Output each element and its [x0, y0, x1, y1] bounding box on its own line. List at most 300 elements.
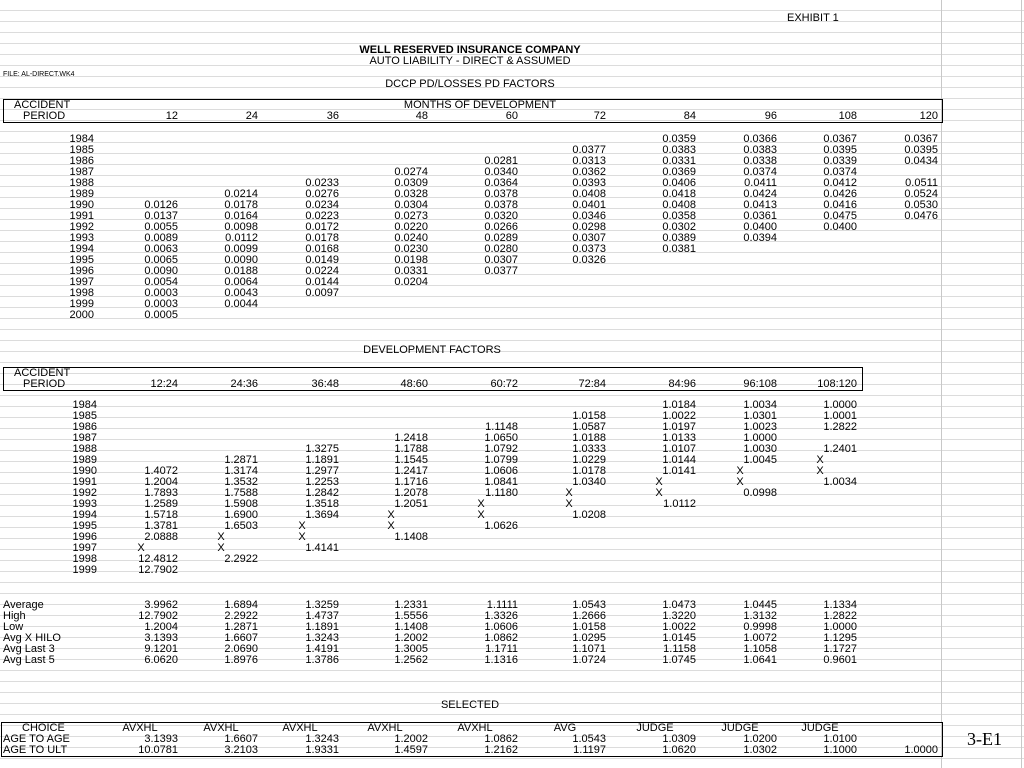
factor-cell: 0.0240 [394, 232, 428, 244]
choice-cell: AVXHL [203, 722, 239, 734]
row-year: 1991 [72, 476, 97, 488]
stat-cell: 1.6894 [224, 599, 258, 611]
factor-cell: 0.0233 [305, 177, 339, 189]
factor-cell: 0.0309 [394, 177, 428, 189]
dev-factor-cell: 1.5718 [144, 509, 178, 521]
row-year: 1985 [72, 410, 97, 422]
dev-period-header: 48:60 [400, 378, 428, 390]
dev-period-header: 36:48 [311, 378, 339, 390]
stat-cell: 1.0445 [743, 599, 777, 611]
factor-cell: 0.0198 [394, 254, 428, 266]
row-year: 1996 [69, 265, 94, 277]
age-to-ult-cell: 1.9331 [305, 744, 339, 756]
factor-cell: 0.0359 [662, 133, 696, 145]
excluded-marker: X [655, 487, 663, 499]
factor-cell: 0.0137 [144, 210, 178, 222]
exhibit-label: EXHIBIT 1 [787, 12, 839, 24]
dev-factor-cell: 1.2977 [305, 465, 339, 477]
dev-factor-cell: 1.0133 [662, 432, 696, 444]
factor-cell: 0.0326 [572, 254, 606, 266]
stat-cell: 9.1201 [144, 643, 178, 655]
dev-factor-cell: 1.2822 [823, 421, 857, 433]
factor-cell: 0.0413 [743, 199, 777, 211]
factor-cell: 0.0099 [224, 243, 258, 255]
month-header: 108 [838, 110, 857, 122]
dev-header-period: PERIOD [23, 378, 66, 390]
dev-factor-cell: 1.2401 [823, 443, 857, 455]
stat-cell: 0.9601 [823, 654, 857, 666]
dev-factor-cell: 1.0178 [572, 465, 606, 477]
choice-cell: JUDGE [721, 722, 759, 734]
dev-factor-cell: 1.3532 [224, 476, 258, 488]
factor-cell: 0.0089 [144, 232, 178, 244]
row-year: 1984 [69, 133, 94, 145]
month-header: 96 [764, 110, 777, 122]
row-year: 1995 [69, 254, 94, 266]
stat-cell: 12.7902 [138, 610, 178, 622]
row-year: 1987 [69, 166, 94, 178]
factor-cell: 0.0367 [904, 133, 938, 145]
dev-factor-cell: 1.7893 [144, 487, 178, 499]
dev-factor-cell: 1.1891 [305, 454, 339, 466]
row-year: 1984 [72, 399, 97, 411]
excluded-marker: X [298, 531, 306, 543]
factor-cell: 0.0328 [394, 188, 428, 200]
factor-cell: 0.0055 [144, 221, 178, 233]
stat-cell: 1.0473 [662, 599, 696, 611]
factor-cell: 0.0298 [572, 221, 606, 233]
dev-factor-cell: 1.0340 [572, 476, 606, 488]
stat-cell: 1.3220 [662, 610, 696, 622]
dev-factor-cell: 1.3275 [305, 443, 339, 455]
row-year: 1999 [72, 564, 97, 576]
stat-cell: 1.2331 [394, 599, 428, 611]
dev-factor-cell: 1.0197 [662, 421, 696, 433]
row-year: 1993 [72, 498, 97, 510]
dev-factor-cell: 1.0799 [484, 454, 518, 466]
stat-cell: 1.1295 [823, 632, 857, 644]
age-to-ult-cell: 1.0302 [743, 744, 777, 756]
factor-cell: 0.0097 [305, 287, 339, 299]
company-name: WELL RESERVED INSURANCE COMPANY [359, 44, 581, 56]
factor-cell: 0.0223 [305, 210, 339, 222]
stat-cell: 1.1891 [305, 621, 339, 633]
factor-cell: 0.0126 [144, 199, 178, 211]
dev-factor-cell: 12.4812 [138, 553, 178, 565]
row-year: 1988 [69, 177, 94, 189]
excluded-marker: X [387, 520, 395, 532]
factor-cell: 0.0412 [823, 177, 857, 189]
excluded-marker: X [387, 509, 395, 521]
row-year: 1985 [69, 144, 94, 156]
excluded-marker: X [816, 454, 824, 466]
header-months: MONTHS OF DEVELOPMENT [403, 99, 557, 111]
factor-cell: 0.0377 [572, 144, 606, 156]
stat-cell: 1.0606 [484, 621, 518, 633]
stat-cell: 3.1393 [144, 632, 178, 644]
factor-cell: 0.0307 [484, 254, 518, 266]
stat-cell: 1.0641 [743, 654, 777, 666]
factor-cell: 0.0331 [394, 265, 428, 277]
factor-cell: 0.0090 [144, 265, 178, 277]
factor-cell: 0.0214 [224, 188, 258, 200]
row-year: 1988 [72, 443, 97, 455]
dev-period-header: 12:24 [150, 378, 178, 390]
dev-factor-cell: 1.2871 [224, 454, 258, 466]
factor-cell: 0.0276 [305, 188, 339, 200]
dev-factor-cell: 2.2922 [224, 553, 258, 565]
dev-factor-cell: 1.0158 [572, 410, 606, 422]
dev-factor-cell: 1.2078 [394, 487, 428, 499]
stat-cell: 1.3243 [305, 632, 339, 644]
dev-factor-cell: 1.0587 [572, 421, 606, 433]
excluded-marker: X [736, 465, 744, 477]
factor-cell: 0.0426 [823, 188, 857, 200]
row-year: 1998 [72, 553, 97, 565]
factor-cell: 0.0144 [305, 276, 339, 288]
factor-cell: 0.0320 [484, 210, 518, 222]
factor-cell: 0.0003 [144, 298, 178, 310]
month-header: 84 [683, 110, 696, 122]
row-year: 2000 [69, 309, 94, 321]
dev-factor-cell: 1.0107 [662, 443, 696, 455]
factor-cell: 0.0003 [144, 287, 178, 299]
stat-cell: 1.1111 [486, 599, 518, 611]
dev-period-header: 60:72 [490, 378, 518, 390]
factor-cell: 0.0393 [572, 177, 606, 189]
factor-cell: 0.0383 [743, 144, 777, 156]
factor-cell: 0.0313 [572, 155, 606, 167]
dev-factor-cell: 1.5908 [224, 498, 258, 510]
row-year: 1994 [69, 243, 94, 255]
row-year: 1986 [69, 155, 94, 167]
factor-cell: 0.0307 [572, 232, 606, 244]
dev-factor-cell: 1.1545 [394, 454, 428, 466]
age-to-ult-cell: 1.1000 [823, 744, 857, 756]
section2-title: DEVELOPMENT FACTORS [363, 344, 501, 356]
month-header: 48 [415, 110, 428, 122]
dev-factor-cell: 1.2051 [394, 498, 428, 510]
factor-cell: 0.0289 [484, 232, 518, 244]
stat-label: Avg Last 3 [3, 643, 55, 655]
header-period: PERIOD [23, 110, 66, 122]
factor-cell: 0.0281 [484, 155, 518, 167]
excluded-marker: X [565, 487, 573, 499]
row-year: 1993 [69, 232, 94, 244]
dev-factor-cell: 1.6503 [224, 520, 258, 532]
stat-cell: 1.3132 [743, 610, 777, 622]
age-to-age-cell: 1.6607 [224, 733, 258, 745]
month-header: 72 [593, 110, 606, 122]
dev-factor-cell: 1.2004 [144, 476, 178, 488]
factor-cell: 0.0378 [484, 188, 518, 200]
dev-factor-cell: 1.2417 [394, 465, 428, 477]
stat-cell: 1.1316 [484, 654, 518, 666]
factor-cell: 0.0346 [572, 210, 606, 222]
factor-cell: 0.0389 [662, 232, 696, 244]
dev-header-accident: ACCIDENT [14, 367, 71, 379]
row-year: 1986 [72, 421, 97, 433]
dev-factor-cell: 1.3518 [305, 498, 339, 510]
excluded-marker: X [217, 531, 225, 543]
factor-cell: 0.0361 [743, 210, 777, 222]
stat-cell: 1.0072 [743, 632, 777, 644]
stat-label: Average [3, 599, 44, 611]
factor-cell: 0.0220 [394, 221, 428, 233]
dev-factor-cell: 1.7588 [224, 487, 258, 499]
age-to-age-label: AGE TO AGE [3, 733, 70, 745]
stat-cell: 1.0158 [572, 621, 606, 633]
row-year: 1987 [72, 432, 97, 444]
dev-factor-cell: 12.7902 [138, 564, 178, 576]
month-header: 120 [919, 110, 938, 122]
dev-factor-cell: 1.0045 [743, 454, 777, 466]
excluded-marker: X [298, 520, 306, 532]
factor-cell: 0.0369 [662, 166, 696, 178]
age-to-age-cell: 1.0862 [484, 733, 518, 745]
row-year: 1999 [69, 298, 94, 310]
age-to-ult-cell: 1.0000 [904, 744, 938, 756]
dev-period-header: 108:120 [817, 378, 857, 390]
factor-cell: 0.0164 [224, 210, 258, 222]
choice-cell: AVXHL [282, 722, 318, 734]
choice-label: CHOICE [22, 722, 65, 734]
factor-cell: 0.0358 [662, 210, 696, 222]
factor-cell: 0.0112 [225, 232, 258, 244]
factor-cell: 0.0408 [572, 188, 606, 200]
stat-cell: 1.0295 [572, 632, 606, 644]
dev-factor-cell: 1.0184 [662, 399, 696, 411]
dev-factor-cell: 1.0188 [572, 432, 606, 444]
stat-cell: 1.3786 [305, 654, 339, 666]
factor-cell: 0.0044 [224, 298, 258, 310]
factor-cell: 0.0065 [144, 254, 178, 266]
factor-cell: 0.0373 [572, 243, 606, 255]
line-of-business: AUTO LIABILITY - DIRECT & ASSUMED [369, 55, 571, 67]
excluded-marker: X [477, 509, 485, 521]
factor-cell: 0.0043 [224, 287, 258, 299]
row-year: 1998 [69, 287, 94, 299]
factor-cell: 0.0374 [823, 166, 857, 178]
stat-cell: 1.0000 [823, 621, 857, 633]
factor-cell: 0.0367 [823, 133, 857, 145]
stat-cell: 1.1711 [485, 643, 518, 655]
excluded-marker: X [477, 498, 485, 510]
dev-factor-cell: 1.3781 [144, 520, 178, 532]
dev-factor-cell: 1.0792 [484, 443, 518, 455]
dev-factor-cell: 1.0023 [743, 421, 777, 433]
stat-label: Low [3, 621, 24, 633]
row-year: 1997 [72, 542, 97, 554]
factor-cell: 0.0338 [743, 155, 777, 167]
stat-cell: 1.0745 [662, 654, 696, 666]
factor-cell: 0.0273 [394, 210, 428, 222]
factor-cell: 0.0172 [305, 221, 339, 233]
dev-factor-cell: 1.0034 [743, 399, 777, 411]
factor-cell: 0.0381 [662, 243, 696, 255]
factor-cell: 0.0511 [905, 177, 938, 189]
dev-period-header: 72:84 [578, 378, 606, 390]
factor-cell: 0.0149 [305, 254, 339, 266]
dev-factor-cell: 1.0000 [823, 399, 857, 411]
choice-cell: AVG [553, 722, 577, 734]
stat-cell: 1.1158 [663, 643, 696, 655]
factor-cell: 0.0204 [394, 276, 428, 288]
factor-cell: 0.0168 [305, 243, 339, 255]
row-year: 1990 [69, 199, 94, 211]
row-year: 1989 [69, 188, 94, 200]
factor-cell: 0.0366 [743, 133, 777, 145]
factor-cell: 0.0383 [662, 144, 696, 156]
month-header: 36 [326, 110, 339, 122]
factor-cell: 0.0274 [394, 166, 428, 178]
age-to-age-cell: 1.0100 [823, 733, 857, 745]
dev-factor-cell: 1.1716 [394, 476, 428, 488]
choice-cell: AVXHL [457, 722, 493, 734]
dev-factor-cell: 1.3694 [305, 509, 339, 521]
factor-cell: 0.0418 [662, 188, 696, 200]
factor-cell: 0.0530 [904, 199, 938, 211]
dev-factor-cell: 2.0888 [144, 531, 178, 543]
factor-cell: 0.0395 [904, 144, 938, 156]
header-accident: ACCIDENT [14, 99, 71, 111]
row-year: 1996 [72, 531, 97, 543]
page-edge-line [1021, 0, 1022, 768]
factor-cell: 0.0054 [144, 276, 178, 288]
factor-cell: 0.0339 [823, 155, 857, 167]
stat-cell: 2.0690 [224, 643, 258, 655]
dev-factor-cell: 1.2842 [305, 487, 339, 499]
dev-factor-cell: 1.0144 [662, 454, 696, 466]
age-to-ult-cell: 1.0620 [662, 744, 696, 756]
age-to-age-cell: 1.0543 [572, 733, 606, 745]
age-to-age-cell: 1.2002 [394, 733, 428, 745]
age-to-ult-cell: 1.1197 [573, 744, 606, 756]
stat-cell: 1.0862 [484, 632, 518, 644]
age-to-ult-cell: 1.4597 [394, 744, 428, 756]
section1-title: DCCP PD/LOSSES PD FACTORS [385, 78, 555, 90]
dev-factor-cell: 1.3174 [224, 465, 258, 477]
dev-factor-cell: 1.1180 [485, 487, 518, 499]
age-to-age-cell: 1.3243 [305, 733, 339, 745]
dev-factor-cell: 1.0141 [662, 465, 696, 477]
factor-cell: 0.0400 [823, 221, 857, 233]
dev-factor-cell: 1.0626 [484, 520, 518, 532]
stat-cell: 1.8976 [224, 654, 258, 666]
stat-cell: 1.2822 [823, 610, 857, 622]
row-year: 1992 [72, 487, 97, 499]
age-to-age-cell: 1.0200 [743, 733, 777, 745]
factor-cell: 0.0302 [662, 221, 696, 233]
factor-cell: 0.0364 [484, 177, 518, 189]
stat-cell: 1.0022 [662, 621, 696, 633]
factor-cell: 0.0304 [394, 199, 428, 211]
stat-label: Avg X HILO [3, 632, 61, 644]
age-to-age-cell: 1.0309 [662, 733, 696, 745]
stat-cell: 1.2871 [224, 621, 258, 633]
excluded-marker: X [137, 542, 145, 554]
choice-cell: JUDGE [801, 722, 839, 734]
file-name: FILE: AL-DIRECT.WK4 [3, 71, 75, 78]
factor-cell: 0.0411 [744, 177, 777, 189]
dev-period-header: 96:108 [743, 378, 777, 390]
stat-cell: 1.3005 [394, 643, 428, 655]
factor-cell: 0.0098 [224, 221, 258, 233]
dev-factor-cell: 1.0606 [484, 465, 518, 477]
stat-cell: 1.1334 [823, 599, 857, 611]
choice-cell: AVXHL [122, 722, 158, 734]
stat-cell: 1.3326 [484, 610, 518, 622]
dev-factor-cell: 1.2418 [394, 432, 428, 444]
age-to-ult-cell: 1.2162 [484, 744, 518, 756]
factor-cell: 0.0408 [662, 199, 696, 211]
dev-factor-cell: 1.6900 [224, 509, 258, 521]
dev-factor-cell: 1.1148 [485, 421, 518, 433]
stat-cell: 1.2004 [144, 621, 178, 633]
stat-cell: 1.0145 [662, 632, 696, 644]
stat-cell: 1.4191 [305, 643, 339, 655]
stat-label: High [3, 610, 26, 622]
factor-cell: 0.0266 [484, 221, 518, 233]
dev-factor-cell: 1.0650 [484, 432, 518, 444]
page-label: 3-E1 [967, 729, 1002, 749]
dev-factor-cell: 1.0022 [662, 410, 696, 422]
factor-cell: 0.0280 [484, 243, 518, 255]
dev-factor-cell: 1.0301 [743, 410, 777, 422]
factor-cell: 0.0524 [904, 188, 938, 200]
factor-cell: 0.0063 [144, 243, 178, 255]
stat-cell: 1.5556 [394, 610, 428, 622]
month-header: 60 [505, 110, 518, 122]
factor-cell: 0.0374 [743, 166, 777, 178]
stat-cell: 2.2922 [224, 610, 258, 622]
excluded-marker: X [565, 498, 573, 510]
dev-factor-cell: 1.0000 [743, 432, 777, 444]
dev-factor-cell: 1.0034 [823, 476, 857, 488]
factor-cell: 0.0424 [743, 188, 777, 200]
age-to-ult-cell: 3.2103 [224, 744, 258, 756]
dev-factor-cell: 0.0998 [743, 487, 777, 499]
row-year: 1991 [69, 210, 94, 222]
stat-cell: 1.2002 [394, 632, 428, 644]
dev-factor-cell: 1.0229 [572, 454, 606, 466]
factor-cell: 0.0340 [484, 166, 518, 178]
stat-cell: 3.9962 [144, 599, 178, 611]
row-year: 1989 [72, 454, 97, 466]
factor-cell: 0.0401 [572, 199, 606, 211]
row-year: 1990 [72, 465, 97, 477]
row-year: 1997 [69, 276, 94, 288]
factor-cell: 0.0224 [305, 265, 339, 277]
stat-cell: 1.2666 [572, 610, 606, 622]
factor-cell: 0.0090 [224, 254, 258, 266]
excluded-marker: X [816, 465, 824, 477]
stat-cell: 1.1727 [823, 643, 857, 655]
factor-cell: 0.0230 [394, 243, 428, 255]
factor-cell: 0.0188 [224, 265, 258, 277]
factor-cell: 0.0416 [823, 199, 857, 211]
month-header: 24 [245, 110, 258, 122]
factor-cell: 0.0362 [572, 166, 606, 178]
choice-cell: JUDGE [636, 722, 674, 734]
dev-factor-cell: 1.2253 [305, 476, 339, 488]
factor-cell: 0.0178 [224, 199, 258, 211]
stat-cell: 1.4737 [305, 610, 339, 622]
factor-cell: 0.0378 [484, 199, 518, 211]
dev-factor-cell: 1.1788 [394, 443, 428, 455]
row-year: 1995 [72, 520, 97, 532]
stat-cell: 6.0620 [144, 654, 178, 666]
